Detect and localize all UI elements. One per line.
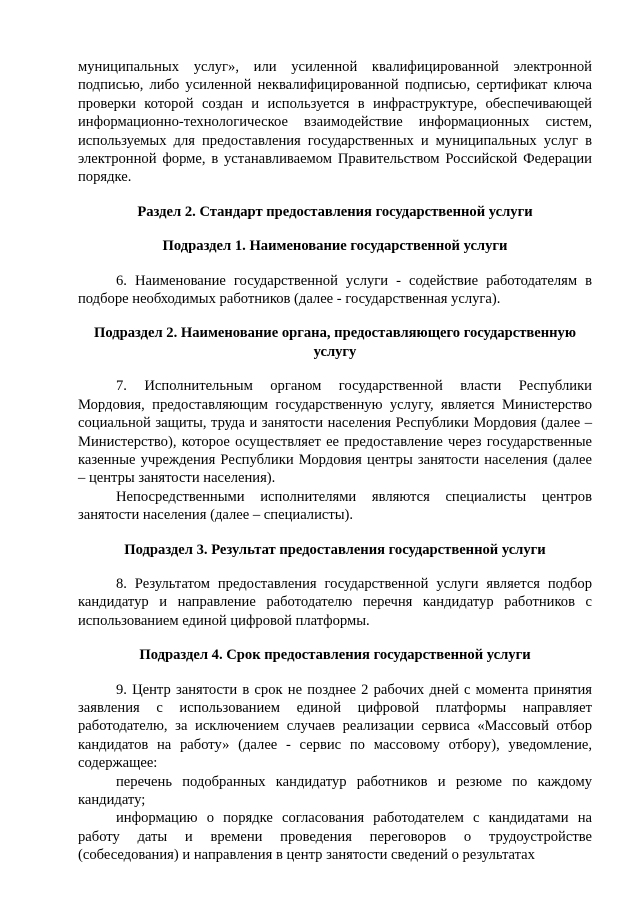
subsection-4-heading: Подраздел 4. Срок предоставления государственной услуги [139, 647, 531, 664]
paragraph-9: 9. Центр занятости в срок не позднее 2 рабочих дней с момента принятия заявления с использованием единой цифровой платформы направляет работодателю, за исключением случаев реализации сервиса «Массовый отбор кандидатов на работу» (далее - сервис по массовому отбору), уведомление, содержащее: [78, 681, 592, 772]
paragraph-9-item-list: перечень подобранных кандидатур работников и резюме по каждому кандидату; [78, 773, 592, 808]
intro-paragraph: муниципальных услуг», или усиленной квалифицированной электронной подписью, либо усиленной неквалифицированной подписью, сертификат ключа проверки которой создан и используется в инфраструктуре, обеспечивающей информационно-технологическое взаимодействие информационных систем, используемых для предоставления государственных и муниципальных услуг в электронной форме, в устанавливаемом Правительством Российской Федерации порядке. [78, 59, 592, 186]
paragraph-9-item-info: информацию о порядке согласования работодателем с кандидатами на работу даты и времени проведения переговоров о трудоустройстве (собеседования) и направления в центр занятости сведений о результатах [78, 810, 592, 864]
subsection-3-heading: Подраздел 3. Результат предоставления государственной услуги [124, 541, 546, 558]
document-page [78, 58, 592, 865]
paragraph-7: 7. Исполнительным органом государственной власти Республики Мордовия, предоставляющим государственную услугу, является Министерство социальной защиты, труда и занятости населения Республики Мордовия (далее – Министерство), которое осуществляет ее предоставление через государственные казенные учреждения Республики Мордовия центры занятости населения (далее – центры занятости населения). [78, 378, 592, 487]
subsection-1-heading: Подраздел 1. Наименование государственной услуги [162, 238, 508, 255]
subsection-2-heading: Подраздел 2. Наименование органа, предоставляющего государственную услугу [93, 325, 577, 360]
section-2-heading: Раздел 2. Стандарт предоставления государственной услуги [137, 203, 533, 220]
paragraph-8: 8. Результатом предоставления государственной услуги является подбор кандидатур и направление работодателю перечня кандидатур работников с использованием единой цифровой платформы. [78, 575, 592, 629]
paragraph-6: 6. Наименование государственной услуги - содействие работодателям в подборе необходимых работников (далее - государственная услуга). [78, 272, 592, 308]
paragraph-7-executors: Непосредственными исполнителями являются специалисты центров занятости населения (далее – специалисты). [78, 488, 592, 524]
